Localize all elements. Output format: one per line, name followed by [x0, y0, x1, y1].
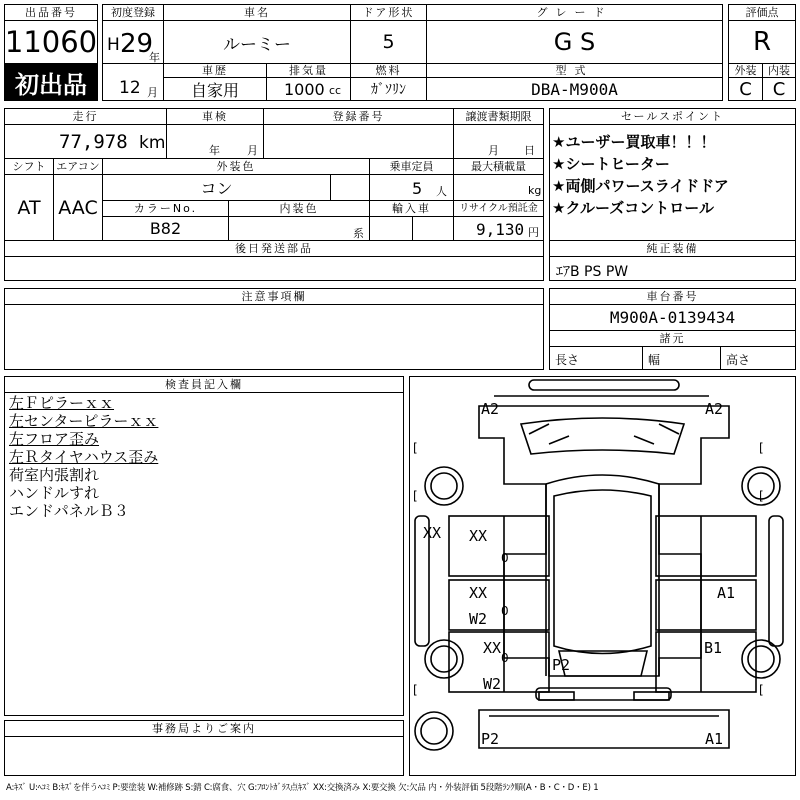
registration-month: 12	[119, 78, 141, 98]
model-code: DBA-M900A	[426, 77, 723, 101]
capacity-unit: 人	[436, 185, 447, 198]
plate-label: 登録番号	[263, 108, 454, 125]
bracket-mark: [	[759, 683, 764, 697]
mileage-cell	[4, 124, 167, 159]
inspection-cell	[166, 124, 264, 159]
first-listing-badge: 初出品	[4, 63, 98, 101]
left-front-door	[449, 516, 549, 576]
grade-label: グレード	[426, 4, 723, 21]
bracket-mark: [	[413, 683, 418, 697]
inspector-note: 左Ｆピラーｘｘ	[9, 394, 115, 412]
lot-number: 11060	[4, 20, 98, 64]
damage-mark: A1	[717, 584, 736, 602]
inspector-note: 荷室内張割れ	[9, 466, 100, 484]
year-unit: 年	[149, 51, 160, 64]
transfer-cell	[453, 124, 544, 159]
load-cell	[453, 174, 544, 201]
roof	[546, 475, 659, 676]
mileage-unit: km	[139, 133, 166, 153]
sales-points-label: セールスポイント	[549, 108, 796, 125]
damage-mark: A2	[481, 400, 500, 418]
capacity-label: 乗車定員	[369, 158, 454, 175]
exterior-label: 外装	[728, 63, 763, 78]
bracket-mark: [	[413, 441, 418, 455]
damage-mark: W2	[483, 675, 502, 693]
zero-mark: 0	[501, 604, 509, 618]
chassis-label: 車台番号	[549, 288, 796, 305]
inspector-note: ハンドルすれ	[9, 484, 100, 502]
lot-number-label: 出品番号	[4, 4, 98, 21]
ac: AAC	[53, 174, 103, 241]
zero-mark: 0	[501, 551, 509, 565]
sales-point-item: ★ユーザー買取車！！！	[552, 133, 716, 151]
recycle-label: リサイクル預託金	[453, 200, 544, 217]
capacity: 5	[412, 179, 423, 198]
fuel: ｶﾞｿﾘﾝ	[350, 77, 427, 101]
damage-mark: A1	[705, 730, 724, 748]
displacement-cell	[266, 77, 351, 101]
first-registration-label: 初度登録	[102, 4, 164, 21]
first-registration-cell	[102, 20, 164, 64]
caution-label: 注意事項欄	[4, 288, 544, 305]
damage-mark: XX	[469, 584, 488, 602]
transfer-day-unit: 日	[524, 144, 535, 157]
transfer-label: 譲渡書類期限	[453, 108, 544, 125]
rear-glass	[559, 651, 647, 676]
inspector-note: 左Ｒタイヤハウス歪み	[9, 448, 159, 466]
score-label: 評価点	[728, 4, 796, 21]
right-front-door	[656, 516, 756, 576]
model-label: 型式	[426, 63, 723, 78]
recycle-unit: 円	[528, 226, 539, 239]
front-bumper	[529, 380, 679, 390]
interior-grade: C	[762, 77, 796, 101]
damage-mark: A2	[705, 400, 724, 418]
right-rear-door	[656, 580, 756, 630]
history-label: 車歴	[163, 63, 267, 78]
first-registration-month	[102, 63, 164, 101]
dims-height	[720, 346, 796, 370]
later-parts-label: 後日発送部品	[4, 240, 544, 257]
displacement-label: 排気量	[266, 63, 351, 78]
inspector-note: 左フロア歪み	[9, 430, 100, 448]
recycle-cell	[453, 216, 544, 241]
dims-label: 諸元	[549, 330, 796, 347]
transfer-month-unit: 月	[488, 144, 499, 157]
inspection-month-unit: 月	[247, 144, 258, 157]
car-top-outline	[479, 406, 729, 676]
exterior-grade: C	[728, 77, 763, 101]
rear-bumper	[536, 688, 671, 700]
inspector-label: 検査員記入欄	[4, 376, 404, 393]
shift: AT	[4, 174, 54, 241]
bracket-mark: [	[413, 489, 418, 503]
zero-mark: 0	[501, 651, 509, 665]
left-rear-door	[449, 580, 549, 630]
color-no: B82	[102, 216, 229, 241]
inspection-label: 車検	[166, 108, 264, 125]
import-label: 輸入車	[369, 200, 454, 217]
door-label: ドア形状	[350, 4, 427, 21]
ac-label: エアコン	[53, 158, 103, 175]
dims-length	[549, 346, 643, 370]
dims-height-label: 高さ	[726, 353, 751, 367]
sales-point-item: ★クルーズコントロール	[552, 199, 714, 217]
recycle-amount: 9,130	[476, 220, 525, 239]
ext-color-extra	[330, 174, 370, 201]
inspector-note: 左センターピラーｘｘ	[9, 412, 159, 430]
displacement: 1000	[284, 80, 325, 99]
int-color-cell	[228, 216, 370, 241]
dims-length-label: 長さ	[555, 353, 580, 367]
mileage-label: 走行	[4, 108, 167, 125]
color-no-label: カラーNo.	[102, 200, 229, 217]
car-name-label: 車名	[163, 4, 351, 21]
import-cell-right	[412, 216, 454, 241]
damage-mark: B1	[704, 639, 723, 657]
car-diagram	[409, 376, 796, 776]
chassis-number: M900A-0139434	[549, 304, 796, 331]
office-label: 事務局よりご案内	[4, 720, 404, 737]
mileage: 77,978	[59, 131, 128, 153]
damage-mark: XX	[423, 524, 442, 542]
load-label: 最大積載量	[453, 158, 544, 175]
score: R	[728, 20, 796, 64]
inspector-note: エンドパネルＢ３	[9, 502, 129, 520]
int-color-label: 内装色	[228, 200, 370, 217]
history: 自家用	[163, 77, 267, 101]
damage-mark: XX	[469, 527, 488, 545]
plate-cell	[263, 124, 454, 159]
later-parts-area	[4, 256, 544, 281]
damage-mark: W2	[469, 610, 488, 628]
ext-color: コン	[102, 174, 331, 201]
bracket-mark: [	[759, 489, 764, 503]
equipment-label: 純正装備	[549, 240, 796, 257]
capacity-cell	[369, 174, 454, 201]
displacement-unit: cc	[329, 84, 342, 97]
load-unit: kg	[528, 184, 542, 197]
damage-mark: XX	[483, 639, 502, 657]
grade: G S	[426, 20, 723, 64]
sales-point-item: ★シートヒーター	[552, 155, 670, 173]
import-cell-left	[369, 216, 413, 241]
car-name: ルーミー	[163, 20, 351, 64]
era: H	[107, 35, 120, 55]
interior-label: 内装	[762, 63, 796, 78]
fuel-label: 燃料	[350, 63, 427, 78]
office-area	[4, 736, 404, 776]
legend: A:ｷｽﾞ U:ﾍｺﾐ B:ｷｽﾞを伴うﾍｺﾐ P:要塗装 W:補修跡 S:錆 C:腐食、穴 G:ﾌﾛﾝﾄｶﾞﾗｽ点ｷｽﾞ XX:交換済み X:要交換 欠:欠品 内・外装評価 5段階ﾗﾝｸ順(A・B・C・D・E) 1	[6, 783, 599, 793]
registration-year: 29	[120, 29, 154, 59]
bracket-mark: [	[759, 441, 764, 455]
ext-color-label: 外装色	[102, 158, 370, 175]
damage-mark: P2	[552, 656, 571, 674]
dims-width	[642, 346, 721, 370]
dims-width-label: 幅	[648, 353, 661, 367]
equipment-value: ｴｱB PS PW	[556, 264, 629, 280]
caution-area	[4, 304, 544, 370]
door-type: 5	[350, 20, 427, 64]
damage-mark: P2	[481, 730, 500, 748]
inspection-year-unit: 年	[209, 144, 220, 157]
month-unit: 月	[147, 86, 158, 99]
sales-point-item: ★両側パワースライドドア	[552, 177, 729, 195]
shift-label: シフト	[4, 158, 54, 175]
int-color-unit: 系	[353, 227, 364, 240]
equipment-area	[549, 256, 796, 281]
